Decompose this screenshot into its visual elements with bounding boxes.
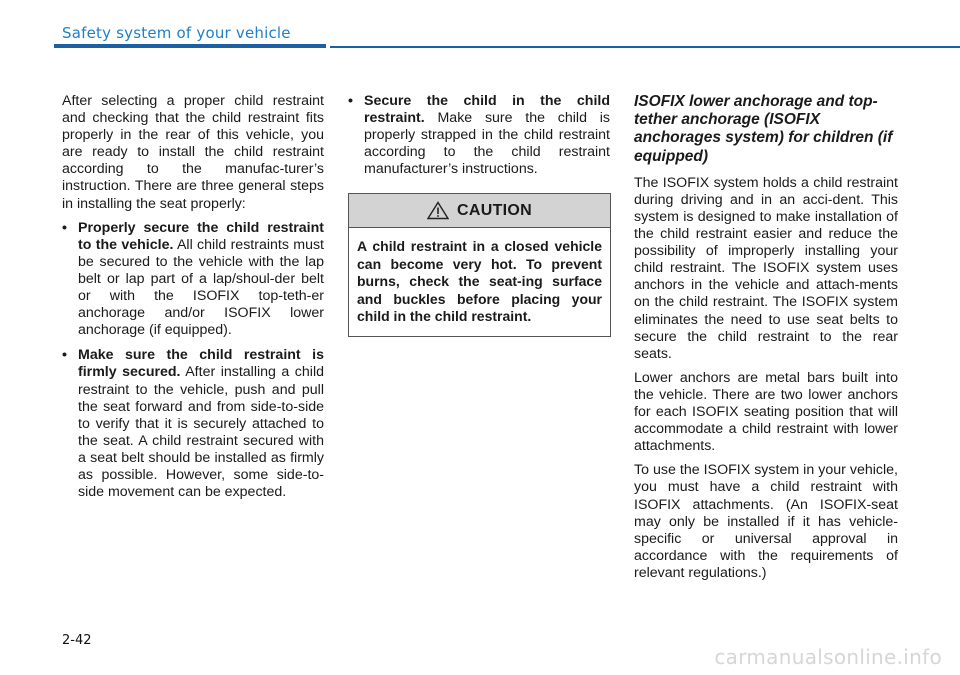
bullet-icon: •	[62, 219, 67, 236]
caution-box	[348, 193, 611, 336]
caution-label: CAUTION	[457, 202, 532, 220]
header-rule-thin	[330, 46, 960, 48]
column-right	[634, 93, 898, 589]
list-item	[348, 93, 610, 178]
paragraph: Lower anchors are metal bars built into the vehicle. There are two lower anchors for each ISOFIX seating position that will accommodate a child restraint with lower attachments.	[634, 369, 898, 455]
bullet-lead: Make sure the child restraint is firmly secured.	[78, 347, 324, 381]
list-item	[62, 347, 324, 501]
section-title: Safety system of your vehicle	[62, 24, 291, 42]
bullet-icon: •	[62, 347, 67, 364]
header-rule-thick	[54, 44, 326, 48]
paragraph: To use the ISOFIX system in your vehicle, you must have a child restraint with ISOFIX attachments. (An ISOFIX-seat may only be installed if it has vehicle-specific or universal approval in accordance with the requirements of relevant regulations.)	[634, 462, 898, 581]
bullet-text: Make sure the child is properly strapped in the child restraint according to the child restraint manufacturer’s instructions.	[364, 110, 610, 178]
column-left	[62, 93, 324, 509]
list-item	[62, 220, 324, 340]
bullet-lead: Secure the child in the child restraint.	[364, 93, 610, 127]
bullet-icon: •	[348, 93, 353, 109]
caution-text: A child restraint in a closed vehicle can become very hot. To prevent burns, check the seat-ing surface and buckles before placing your child in the child restraint.	[357, 238, 602, 325]
section-heading: ISOFIX lower anchorage and top-tether anchorage (ISOFIX anchorages system) for children (if equipped)	[634, 93, 893, 165]
caution-header	[349, 194, 610, 228]
bullet-text: After installing a child restraint to the vehicle, push and pull the seat forward and from side-to-side to verify that it is securely attached to the seat. A child restraint secured with a seat belt should be installed as firmly as possible. However, some side-to-side movement can be expected.	[78, 364, 324, 501]
paragraph: The ISOFIX system holds a child restraint during driving and in an acci-dent. This system is designed to make installation of the child restraint easier and reduce the possibility of improperly installing your child restraint. The ISOFIX system uses anchors in the vehicle and attach-ments on the child restraint. The ISOFIX system eliminates the need to use seat belts to secure the child restraint to the rear seats.	[634, 174, 898, 362]
intro-paragraph: After selecting a proper child restraint and checking that the child restraint fits properly in the rear of this vehicle, you are ready to install the child restraint according to the manufac-turer’s instruction. There are three general steps in installing the seat properly:	[62, 93, 324, 212]
warning-triangle-icon	[427, 201, 449, 220]
watermark: carmanualsonline.info	[714, 645, 942, 669]
page-number: 2-42	[62, 633, 92, 648]
column-middle	[348, 93, 610, 337]
bullet-text: All child restraints must be secured to the vehicle with the lap belt or lap part of a lap/shoul-der belt or with the ISOFIX top-teth-er anchorage and/or ISOFIX lower anchorage (if equipped).	[78, 236, 324, 339]
bullet-lead: Properly secure the child restraint to the vehicle.	[78, 219, 324, 253]
